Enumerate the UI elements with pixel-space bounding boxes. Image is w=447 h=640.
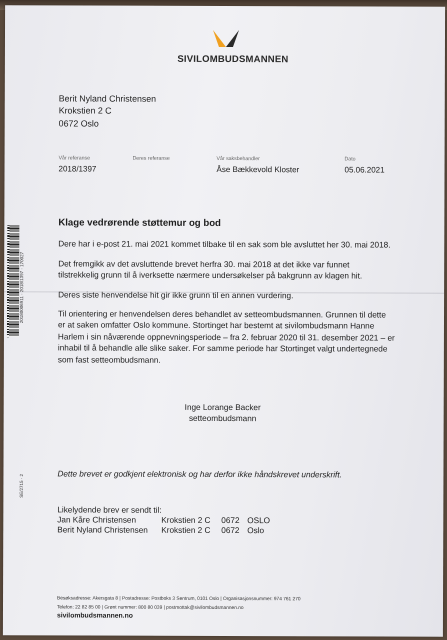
paragraph-line: Dere har i e-post 21. mai 2021 kommet tilbake til en sak som ble avsluttet her 30. mai 2018. [58,239,391,250]
recipient-line: 0672 Oslo [58,118,99,129]
copy-city: Oslo [247,526,265,536]
paragraph-line: Til orientering er henvendelsen deres behandlet av setteombudsmannen. Grunnen til dette [58,309,386,320]
recipient-address [59,92,156,129]
copy-recipient-row [57,525,265,536]
copies-heading: Likelydende brev er sendt til: [57,505,162,515]
reference-yours [133,156,170,165]
reference-date [345,156,385,174]
copy-city: OSLO [247,516,271,526]
copy-zip: 0672 [221,515,240,526]
letter-title: Klage vedrørende støttemur og bod [58,217,221,229]
copy-recipient-row [57,515,271,526]
paragraph [58,258,418,282]
reference-label: Vår referanse [58,155,91,162]
signature-block [58,401,388,425]
recipient-line: Berit Nyland Christensen [58,93,157,104]
reference-value: 2018/1397 [58,164,97,174]
copy-street: Krokstien 2 C [161,515,211,525]
paragraph [58,238,418,251]
paragraph-line: Harlem i sin nåværende oppnevningsperiode – fra 2. februar 2020 til 31. desember 2021 – er [57,332,395,343]
footer-address: Besøksadresse: Akersgata 8 | Postadresse: Postboks 3 Sentrum, 0101 Oslo | Organisasjonsnummer: 974 761 270 [57,596,301,603]
brand-name: SIVILOMBUDSMANNEN [177,53,289,66]
paragraph-line: Det fremgikk av det avsluttende brevet herfra 30. mai 2018 at det ikke var funnet [58,259,350,270]
letter-page [3,5,445,637]
copies-list [57,505,271,536]
paragraph-line: tilstrekkelig grunn til å iverksette nærmere undersøkelser på bakgrunn av klagen hit. [58,270,363,281]
recipient-line: Krokstien 2 C [58,105,112,116]
electronic-approval-note: Dette brevet er godkjent elektronisk og har derfor ikke håndskrevet underskrift. [57,469,342,480]
signature-role: setteombudsmann [188,414,257,424]
reference-label: Vår saksbehandler [216,155,260,163]
copy-zip: 0672 [221,525,240,536]
barcode-text: 20180006911 · 2018/1397 · 170027 [18,251,25,324]
reference-our [59,155,97,173]
barcode [7,225,19,337]
side-code: SE/2715 · 2 [18,474,24,498]
copy-street: Krokstien 2 C [161,525,211,535]
reference-value: Åse Bækkevold Kloster [216,164,300,175]
footer-website: sivilombudsmannen.no [56,612,133,620]
paragraph [58,308,418,366]
letter-footer [57,595,301,621]
paragraph-line: Deres siste henvendelse hit gir ikke grunn til en annen vurdering. [58,290,294,301]
paragraph-line: er at saken omfatter Oslo kommune. Stortinget har bestemt at sivilombudsmann Hanne [57,320,375,331]
paragraph-line: inhabil til å behandle alle slike saker. For samme periode har Stortinget valgt undertegnede [57,343,388,354]
copy-name: Berit Nyland Christensen [57,525,148,535]
reference-label: Deres referanse [132,155,170,162]
paragraph-line: som fast setteombudsmann. [57,355,161,365]
signature-name: Inge Lorange Backer [184,402,261,413]
paragraph [58,289,418,302]
reference-caseworker [217,156,300,174]
sivilombudsmannen-logo-icon [211,28,241,48]
reference-label: Dato [344,156,356,163]
copy-name: Jan Kåre Christensen [57,515,137,525]
reference-value: 05.06.2021 [344,165,385,175]
footer-contact: Telefon: 22 82 85 00 | Grønt nummer: 800 80 039 | postmottak@sivilombudsmannen.no [56,604,244,611]
